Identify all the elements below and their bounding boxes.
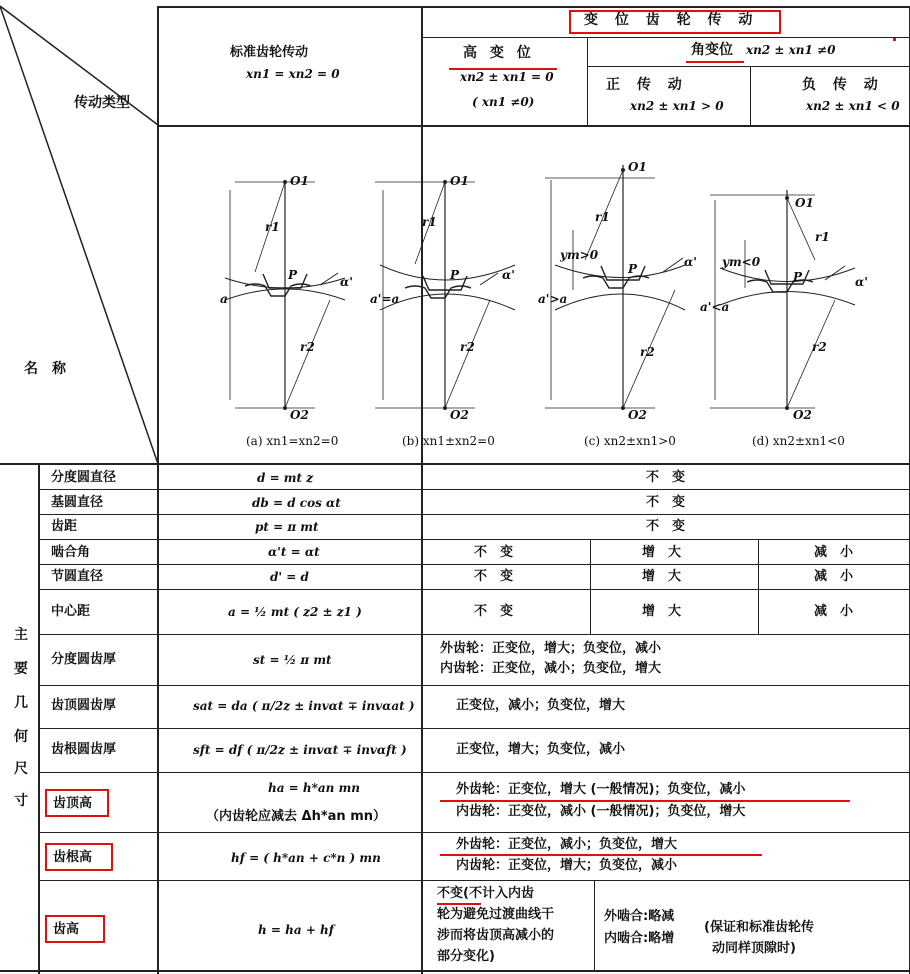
row-col3: 减 小 [814, 604, 854, 619]
diagram-b-alpha: α' [502, 268, 515, 282]
diagram-b-p: P [450, 268, 460, 282]
row-text-underline [440, 854, 762, 856]
row-text-2: 内齿轮：正变位，减小 (一般情况)；负变位，增大 [456, 804, 746, 819]
side-char: 几 [14, 695, 28, 711]
diagram-c-ym: ym>0 [560, 248, 599, 262]
row-text-1: 正变位，减小；负变位，增大 [456, 698, 626, 713]
header-diagonals [0, 0, 160, 466]
name-label: 名 称 [24, 361, 66, 377]
diagram-d-dim: a'<a [700, 300, 730, 314]
shifted-title: 变 位 齿 轮 传 动 [584, 12, 759, 28]
row-col2: 增 大 [642, 569, 682, 584]
row-formula: sat = da ( π/2z ± invαt ∓ invαat ) [193, 699, 415, 713]
side-char: 主 [14, 627, 28, 643]
angle-shift-title: 角变位 [691, 42, 733, 58]
high-shift-condition: ( xn1 ≠0) [472, 95, 535, 109]
row-name: 啮合角 [51, 545, 91, 560]
row-formula: st = ½ π mt [253, 653, 332, 667]
row-col1: 不 变 [474, 569, 514, 584]
row-formula: α't = αt [268, 545, 320, 559]
positive-formula: xn2 ± xn1 > 0 [630, 99, 724, 113]
high-shift-title: 高 变 位 [463, 45, 535, 61]
diagram-a [225, 180, 345, 410]
row-note-line: 不变(不计入内齿 [437, 886, 534, 901]
negative-title: 负 传 动 [802, 77, 884, 93]
diagram-a-o2: O2 [290, 408, 309, 422]
row-col3: 减 小 [814, 545, 854, 560]
side-char: 寸 [14, 793, 28, 809]
row-name: 节圆直径 [51, 569, 104, 584]
diagram-d-o1: O1 [795, 196, 814, 210]
row-text-1: 正变位，增大；负变位，减小 [456, 742, 626, 757]
row-name: 基圆直径 [51, 495, 104, 510]
row-col2: 增 大 [642, 545, 682, 560]
row-name: 齿顶高 [53, 796, 93, 811]
category-label: 传动类型 [74, 95, 130, 111]
diagram-c-alpha: α' [684, 255, 697, 269]
angle-shift-underline [686, 61, 744, 63]
row-formula: hf = ( h*an + c*n ) mn [231, 851, 381, 865]
diagram-a-r2: r2 [300, 340, 315, 354]
high-shift-formula: xn2 ± xn1 = 0 [460, 70, 554, 84]
row-formula: h = ha + hf [258, 923, 334, 937]
diagram-d-o2: O2 [793, 408, 812, 422]
diagram-b-caption: (b) xn1±xn2=0 [402, 434, 495, 448]
row-formula: ha = h*an mn [268, 781, 361, 795]
negative-formula: xn2 ± xn1 < 0 [806, 99, 900, 113]
mesh-note-1: (保证和标准齿轮传 [704, 920, 814, 935]
row-text-1: 外齿轮：正变位，减小；负变位，增大 [456, 837, 678, 852]
row-text-2: 内齿轮：正变位，增大；负变位，减小 [456, 858, 678, 873]
diagram-a-alpha: α' [340, 275, 353, 289]
row-note-line: 涉而将齿顶高减小的 [437, 928, 555, 943]
row-span-value: 不 变 [646, 519, 686, 534]
diagram-c-r2: r2 [640, 345, 655, 359]
diagram-b-dim: a'=a [370, 292, 400, 306]
row-name: 分度圆直径 [51, 470, 117, 485]
diagram-a-caption: (a) xn1=xn2=0 [246, 434, 339, 448]
diagram-c-dim: a'>a [538, 292, 568, 306]
row-note-line: 部分变化) [437, 949, 495, 964]
shifted-title-highlight [569, 10, 781, 34]
angle-shift-formula: xn2 ± xn1 ≠0 [746, 43, 836, 57]
row-col2: 增 大 [642, 604, 682, 619]
row-note-underline [437, 903, 481, 905]
diagram-c-caption: (c) xn2±xn1>0 [584, 434, 676, 448]
row-text-2: 内齿轮：正变位，减小；负变位，增大 [440, 661, 662, 676]
row-text-underline [440, 800, 850, 802]
row-formula-note: （内齿轮应减去 Δh*an mn） [206, 809, 386, 824]
diagram-a-dim: a [220, 292, 228, 306]
row-name: 分度圆齿厚 [51, 652, 117, 667]
row-formula: a = ½ mt ( z2 ± z1 ) [228, 605, 362, 619]
mesh-external: 外啮合:略减 [604, 909, 675, 924]
row-span-value: 不 变 [646, 495, 686, 510]
diagram-b-r2: r2 [460, 340, 475, 354]
side-char: 尺 [14, 761, 28, 777]
diagram-c-r1: r1 [595, 210, 610, 224]
row-col1: 不 变 [474, 545, 514, 560]
diagram-d-r2: r2 [812, 340, 827, 354]
diagram-d-alpha: α' [855, 275, 868, 289]
standard-formula: xn1 = xn2 = 0 [246, 67, 340, 81]
row-note-line: 轮为避免过渡曲线干 [437, 907, 555, 922]
diagram-c [545, 165, 685, 410]
diagram-b-r1: r1 [422, 215, 437, 229]
row-col1: 不 变 [474, 604, 514, 619]
diagram-c-p: P [628, 262, 638, 276]
standard-title: 标准齿轮传动 [230, 45, 309, 60]
row-formula: pt = π mt [255, 520, 319, 534]
side-char: 要 [14, 661, 28, 677]
diagram-d-caption: (d) xn2±xn1<0 [752, 434, 845, 448]
diagram-b-o2: O2 [450, 408, 469, 422]
row-formula: sft = df ( π/2z ± invαt ∓ invαft ) [193, 743, 407, 757]
row-name: 中心距 [51, 604, 91, 619]
side-char: 何 [14, 729, 28, 745]
red-mark [893, 38, 896, 41]
diagram-a-o1: O1 [290, 174, 309, 188]
row-name: 齿根圆齿厚 [51, 742, 117, 757]
row-formula: db = d cos αt [252, 496, 341, 510]
mesh-internal: 内啮合:略增 [604, 931, 675, 946]
diagram-c-o2: O2 [628, 408, 647, 422]
row-name: 齿根高 [53, 850, 93, 865]
row-name: 齿顶圆齿厚 [51, 698, 117, 713]
diagram-d-r1: r1 [815, 230, 830, 244]
row-name: 齿距 [51, 519, 78, 534]
row-col3: 减 小 [814, 569, 854, 584]
row-span-value: 不 变 [646, 470, 686, 485]
row-name: 齿高 [53, 922, 80, 937]
row-formula: d = mt z [257, 471, 314, 485]
diagram-d-p: P [793, 270, 803, 284]
diagram-d [710, 190, 855, 410]
diagram-a-r1: r1 [265, 220, 280, 234]
row-text-1: 外齿轮：正变位，增大；负变位，减小 [440, 641, 662, 656]
row-text-1: 外齿轮：正变位，增大 (一般情况)；负变位，减小 [456, 782, 746, 797]
row-formula: d' = d [270, 570, 309, 584]
mesh-note-2: 动同样顶隙时) [712, 941, 796, 956]
diagram-c-o1: O1 [628, 160, 647, 174]
diagram-b-o1: O1 [450, 174, 469, 188]
diagram-a-p: P [288, 268, 298, 282]
diagram-d-ym: ym<0 [722, 255, 761, 269]
positive-title: 正 传 动 [606, 77, 688, 93]
